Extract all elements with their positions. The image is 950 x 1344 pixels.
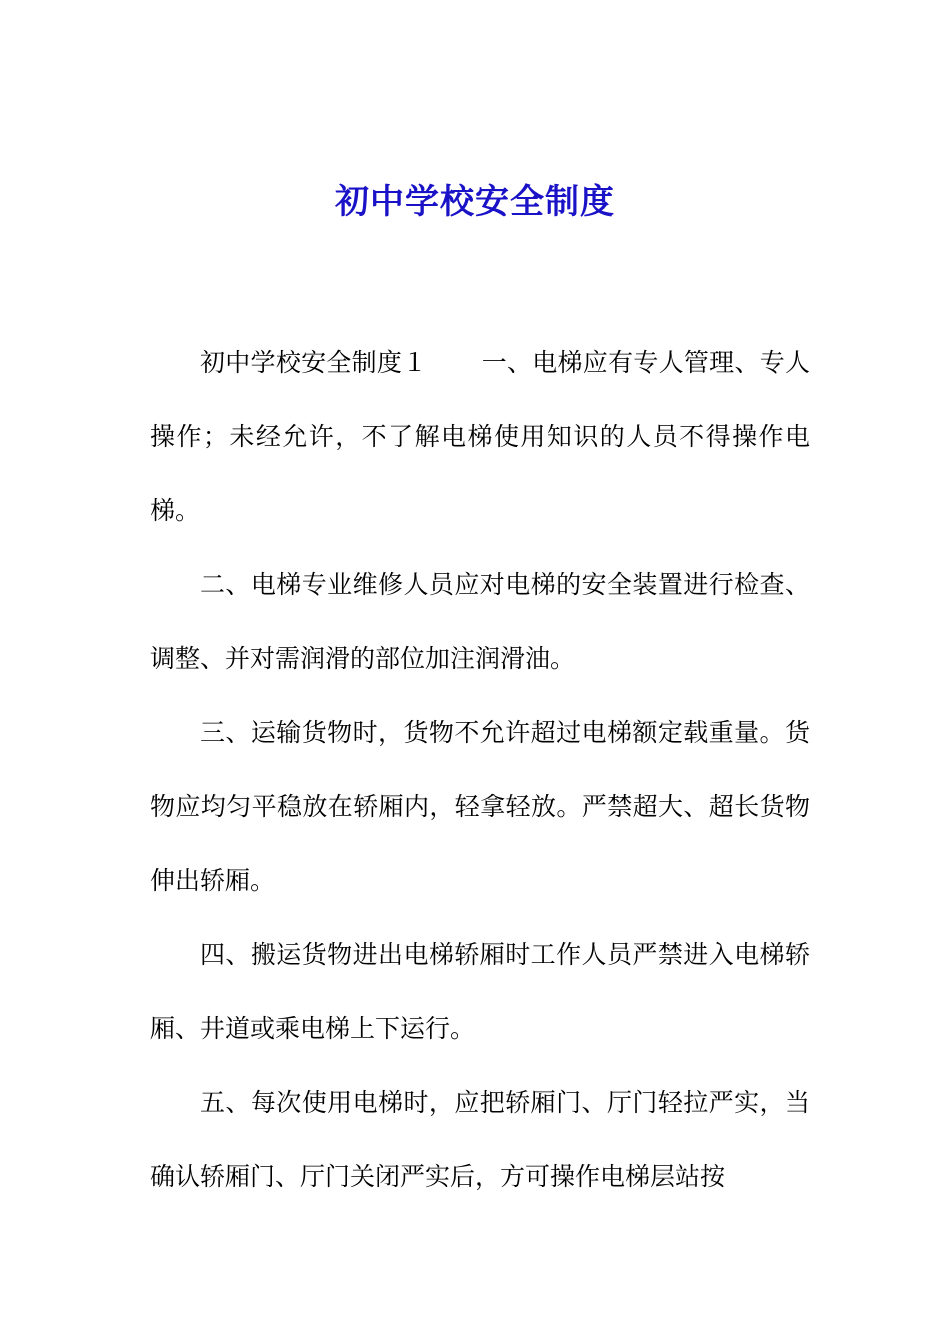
paragraph-1 [150,326,810,548]
paragraph-1-text: 一、电梯应有专人管理、专人操作；未经允许，不了解电梯使用知识的人员不得操作电梯。 [150,348,810,525]
document-title: 初中学校安全制度 [335,182,615,222]
document-body [150,326,810,1214]
lead-heading: 初中学校安全制度１ [200,348,428,377]
paragraph-2: 二、电梯专业维修人员应对电梯的安全装置进行检查、调整、并对需润滑的部位加注润滑油。 [150,570,810,673]
paragraph-4: 四、搬运货物进出电梯轿厢时工作人员严禁进入电梯轿厢、井道或乘电梯上下运行。 [150,940,810,1043]
paragraph-5: 五、每次使用电梯时，应把轿厢门、厅门轻拉严实，当确认轿厢门、厅门关闭严实后，方可操作电梯层站按 [150,1088,810,1191]
paragraph-3: 三、运输货物时，货物不允许超过电梯额定载重量。货物应均匀平稳放在轿厢内，轻拿轻放。严禁超大、超长货物伸出轿厢。 [150,718,810,895]
